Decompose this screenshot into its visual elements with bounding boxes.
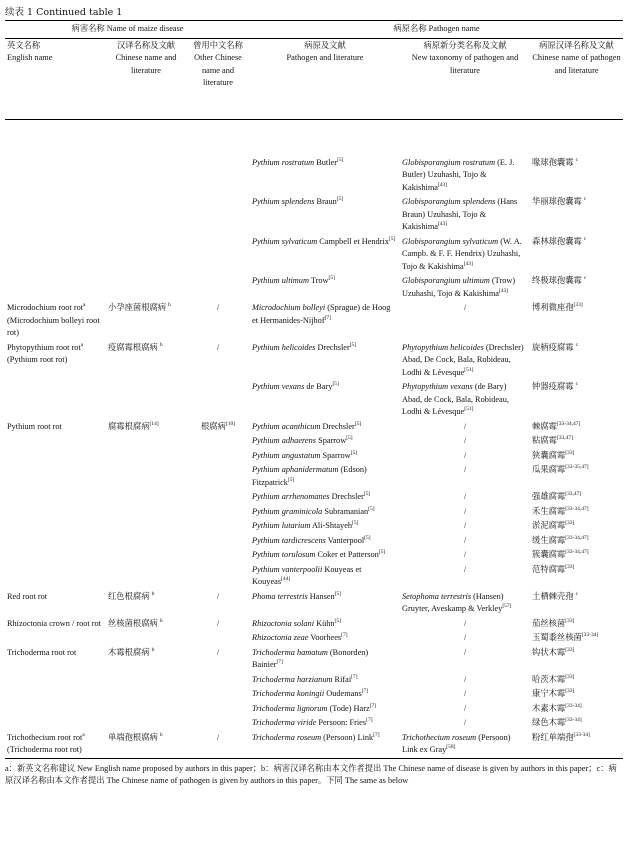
pathogen-chinese-cell: 康宁木霉[33] [532,688,575,698]
english-name-cell: Trichoderma root rot [7,647,77,657]
table-row [5,673,623,688]
pathogen-chinese-cell: 土栖棘壳孢 $^c$ [532,590,579,601]
other-chinese-name-cell: / [216,591,220,601]
pathogen-cell: Pythium sylvaticum Campbell et Hendrix[5] [252,235,396,246]
table-footnote: a：新英文名称建议 New English name proposed by authors in this paper；b：病害汉译名称由本文作者提出 The Chinese name of disease is given by authors in this paper；c：病原汉译名称由本文作者提出 The Chinese name of pathogen is given by authors in this paper。下同 The same as below [5,763,617,785]
table-row [5,548,623,563]
pathogen-cell: Rhizoctonia solani Kühn[5] [252,617,341,628]
other-chinese-name-cell [186,434,250,449]
other-chinese-name-cell [186,519,250,534]
new-taxonomy-cell: / [463,492,467,501]
english-name-cell [5,156,106,196]
pathogen-chinese-cell: 森林球孢囊霉 $^c$ [532,235,587,246]
other-chinese-name-cell: / [216,342,220,352]
english-name-cell [5,380,106,420]
english-name-cell [5,434,106,449]
chinese-name-cell [106,274,186,301]
table-row [5,195,623,235]
pathogen-chinese-cell: 淤泥腐霉[33] [532,520,575,530]
table-row [5,687,623,702]
english-name-cell [5,490,106,505]
english-name-cell [5,274,106,301]
new-taxonomy-cell: Trichothecium roseum (Persoon) Link ex Gray[58] [400,731,530,759]
new-taxonomy-cell: / [463,436,467,445]
table-row [5,301,623,341]
table-row [5,156,623,196]
english-name-cell [5,563,106,590]
english-name-cell: Trichothecium root rot$^a$ (Trichoderma root rot) [5,731,106,759]
pathogen-chinese-cell: 玉蜀黍丝核菌[33-34] [532,632,599,642]
other-chinese-name-cell [186,687,250,702]
chinese-name-cell [106,702,186,717]
new-taxonomy-cell: / [463,564,467,574]
english-name-cell: Rhizoctonia crown / root rot [7,618,102,628]
header-pathogen-chinese: 病原汉译名称及文献 Chinese name of pathogen and literature [530,38,623,119]
new-taxonomy-cell: Globisporangium sylvaticum (W. A. Campb. & F. F. Hendrix) Uzuhashi, Tojo & Kakishima[43] [402,236,522,271]
other-chinese-name-cell [186,195,250,235]
chinese-name-cell: 丝核菌根腐病 $^b$ [108,617,163,628]
chinese-name-cell [106,490,186,505]
new-taxonomy-cell: Phytopythium vexans (de Bary) Abad, de Cock, Bala, Robideau, Lodhi & Lévesque[51] [402,382,509,416]
table-row [5,519,623,534]
chinese-name-cell [106,563,186,590]
english-name-cell [5,519,106,534]
pathogen-cell: Pythium aphanidermatum (Edson) Fitzpatrick[5] [252,465,367,487]
other-chinese-name-cell: / [216,647,220,657]
pathogen-chinese-cell: 粉红单端孢[33-34] [530,731,623,759]
other-chinese-name-cell: / [186,731,250,759]
other-chinese-name-cell [186,563,250,590]
pathogen-cell: Trichoderma hamatum (Bonorden) Bainier[7] [252,647,369,669]
chinese-name-cell [106,673,186,688]
english-name-cell [5,548,106,563]
header-english-name: 英文名称 English name [5,38,106,119]
new-taxonomy-cell: / [463,521,467,530]
english-name-cell [5,716,106,731]
chinese-name-cell [106,519,186,534]
chinese-name-cell [106,505,186,520]
other-chinese-name-cell [186,716,250,731]
pathogen-cell: Trichoderma roseum (Persoon) Link[7] [250,731,400,759]
pathogen-cell: Trichoderma lignorum (Tode) Harz[7] [252,702,377,713]
table-body [5,156,623,759]
pathogen-chinese-cell: 茄丝核菌[33] [532,617,575,628]
pathogen-cell: Pythium tardicrescens Vanterpool[5] [252,534,371,545]
table-row [5,534,623,549]
table-row [5,463,623,490]
english-name-cell [5,687,106,702]
table-row [5,505,623,520]
new-taxonomy-cell: / [463,703,467,713]
pathogen-chinese-cell: 华丽球孢囊霉 $^c$ [532,196,587,206]
pathogen-cell: Pythium torulosum Coker et Patterson[5] [252,549,386,559]
new-taxonomy-cell: / [463,674,467,684]
chinese-name-cell: 小孕座菌根腐病 $^b$ [108,302,171,312]
spacer-row [5,119,623,156]
pathogen-cell: Pythium graminicola Subramanian[5] [252,505,375,516]
chinese-name-cell: 木霉根腐病 $^b$ [108,646,155,657]
english-name-cell [5,195,106,235]
other-chinese-name-cell: / [216,303,220,312]
pathogen-chinese-cell: 木素木霉[33-34] [532,702,582,713]
chinese-name-cell [106,631,186,646]
other-chinese-name-cell [186,702,250,717]
new-taxonomy-cell: / [463,618,467,628]
other-chinese-name-cell: 根腐病[10] [200,420,236,431]
pathogen-cell: Pythium vanterpoolii Kouyeas et Kouyeas[44] [252,564,362,586]
pathogen-cell: Trichoderma harzianum Rifai[7] [252,673,358,684]
other-chinese-name-cell [186,490,250,505]
header-pathogen-group: 病原名称 Pathogen name [250,21,623,39]
new-taxonomy-cell: / [463,633,467,642]
english-name-cell [5,631,106,646]
table-row [5,341,623,381]
header-row [5,38,623,119]
new-taxonomy-cell: / [463,450,467,460]
english-name-cell: Pythium root rot [7,421,62,431]
table-row [5,646,623,673]
pathogen-chinese-cell: 钟器疫腐霉 $^c$ [532,381,579,391]
table-row [5,274,623,301]
header-new-taxonomy: 病原新分类名称及文献 New taxonomy of pathogen and literature [400,38,530,119]
pathogen-chinese-cell: 强雄腐霉[33,47] [532,491,582,501]
pathogen-cell: Pythium vexans de Bary[5] [252,381,339,391]
other-chinese-name-cell [186,534,250,549]
header-group-row [5,21,623,39]
table-row [5,617,623,632]
pathogen-cell: Microdochium bolleyi (Sprague) de Hoog et Hermanides-Nijhof[7] [252,303,391,325]
other-chinese-name-cell [186,463,250,490]
new-taxonomy-cell: Phytopythium helicoides (Drechsler) Abad, De Cock, Bala, Robideau, Lodhi & Lévesque[51] [402,342,524,377]
chinese-name-cell: 疫腐霉根腐病 $^b$ [108,341,163,352]
other-chinese-name-cell [186,156,250,196]
new-taxonomy-cell: / [463,689,467,698]
table-row [5,563,623,590]
pathogen-cell: Pythium ultimum Trow[5] [252,275,335,285]
other-chinese-name-cell [186,505,250,520]
pathogen-table [5,20,623,759]
other-chinese-name-cell [186,235,250,275]
pathogen-chinese-cell: 簇囊腐霉[33-34,47] [532,549,589,559]
english-name-cell [5,505,106,520]
header-pathogen: 病原及文献 Pathogen and literature [250,38,400,119]
new-taxonomy-cell: Globisporangium splendens (Hans Braun) Uzuhashi, Tojo & Kakishima[43] [402,197,518,231]
other-chinese-name-cell [186,449,250,464]
pathogen-cell: Pythium angustatum Sparrow[5] [252,449,358,460]
pathogen-chinese-cell: 旋柄疫腐霉 $^c$ [532,341,579,352]
chinese-name-cell [106,716,186,731]
chinese-name-cell [106,687,186,702]
new-taxonomy-cell: / [463,421,467,431]
chinese-name-cell [106,195,186,235]
chinese-name-cell: 腐霉根腐病[14] [108,420,159,431]
other-chinese-name-cell [186,274,250,301]
pathogen-cell: Trichoderma viride Persoon: Fries[7] [252,717,373,727]
pathogen-chinese-cell: 缓生腐霉[33-34,47] [532,534,589,545]
chinese-name-cell [106,156,186,196]
header-disease-group: 病害名称 Name of maize disease [5,21,250,39]
pathogen-chinese-cell: 终极球孢囊霉 $^c$ [532,275,587,285]
english-name-cell [5,235,106,275]
pathogen-cell: Pythium adhaerens Sparrow[5] [252,435,353,445]
table-row [5,449,623,464]
new-taxonomy-cell: Globisporangium ultimum (Trow) Uzuhashi, Tojo & Kakishima[43] [402,276,516,298]
english-name-cell [5,449,106,464]
table-row [5,731,623,759]
pathogen-cell: Phoma terrestris Hansen[5] [252,590,342,601]
chinese-name-cell [106,235,186,275]
table-row [5,434,623,449]
other-chinese-name-cell [186,673,250,688]
table-row [5,380,623,420]
new-taxonomy-cell: / [463,550,467,559]
pathogen-chinese-cell: 瓜果腐霉[33-35,47] [532,464,589,474]
pathogen-chinese-cell: 博利微座孢[33] [532,302,583,312]
table-row [5,235,623,275]
pathogen-chinese-cell: 粘腐霉[33,47] [532,435,573,445]
english-name-cell [5,463,106,490]
chinese-name-cell [106,449,186,464]
table-row [5,420,623,435]
new-taxonomy-cell: / [463,465,467,474]
new-taxonomy-cell: / [463,535,467,545]
english-name-cell: Phytopythium root rot$^a$ (Pythium root rot) [7,341,84,364]
pathogen-cell: Pythium arrhenomanes Drechsler[5] [252,491,371,501]
english-name-cell: Red root rot [7,591,48,601]
english-name-cell [5,534,106,549]
other-chinese-name-cell [186,631,250,646]
pathogen-cell: Pythium helicoides Drechsler[5] [252,341,357,352]
other-chinese-name-cell [186,380,250,420]
table-row [5,702,623,717]
pathogen-chinese-cell: 禾生腐霉[33-34,47] [532,505,589,516]
header-other-chinese-name: 曾用中文名称 Other Chinese name and literature [186,38,250,119]
english-name-cell [5,673,106,688]
new-taxonomy-cell: / [463,718,467,727]
table-row [5,590,623,617]
pathogen-cell: Pythium acanthicum Drechsler[5] [252,420,362,431]
pathogen-chinese-cell: 狭囊腐霉[33] [532,449,575,460]
table-row [5,631,623,646]
pathogen-cell: Trichoderma koningii Oudemans[7] [252,688,369,698]
chinese-name-cell [106,548,186,563]
pathogen-chinese-cell: 哈茨木霉[33] [532,673,575,684]
table-row [5,716,623,731]
pathogen-cell: Pythium splendens Braun[5] [252,196,344,206]
new-taxonomy-cell: Globisporangium rostratum (E. J. Butler) Uzuhashi, Tojo & Kakishima[43] [402,157,515,192]
table-page [5,6,623,788]
pathogen-cell: Pythium rostratum Butler[5] [252,156,344,167]
new-taxonomy-cell: / [463,647,467,657]
new-taxonomy-cell: Setophoma terrestris (Hansen) Gruyter, Aveskamp & Verkley[57] [402,591,512,613]
pathogen-cell: Pythium lutarium Ali-Shtayeh[5] [252,520,359,530]
english-name-cell [5,702,106,717]
table-caption: 续表 1 Continued table 1 [5,7,123,18]
chinese-name-cell [106,434,186,449]
new-taxonomy-cell: / [463,506,467,516]
other-chinese-name-cell [186,548,250,563]
pathogen-chinese-cell: 钩状木霉[33] [532,646,575,657]
new-taxonomy-cell: / [463,303,467,312]
table-row [5,490,623,505]
chinese-name-cell: 单端孢根腐病 $^b$ [106,731,186,759]
other-chinese-name-cell: / [216,618,220,628]
pathogen-chinese-cell: 绿色木霉[33-34] [532,717,582,727]
chinese-name-cell [106,463,186,490]
pathogen-chinese-cell: 棘腐霉[33-34,47] [532,420,581,431]
chinese-name-cell [106,380,186,420]
pathogen-chinese-cell: 喙球孢囊霉 $^c$ [532,156,579,167]
chinese-name-cell: 红色根腐病 $^b$ [108,590,155,601]
header-chinese-name: 汉译名称及文献 Chinese name and literature [106,38,186,119]
chinese-name-cell [106,534,186,549]
pathogen-chinese-cell: 范特腐霉[33] [532,563,575,574]
pathogen-cell: Rhizoctonia zeae Voorhees[7] [252,632,348,642]
english-name-cell: Microdochium root rot$^a$ (Microdochium bolleyi root rot) [7,302,100,337]
